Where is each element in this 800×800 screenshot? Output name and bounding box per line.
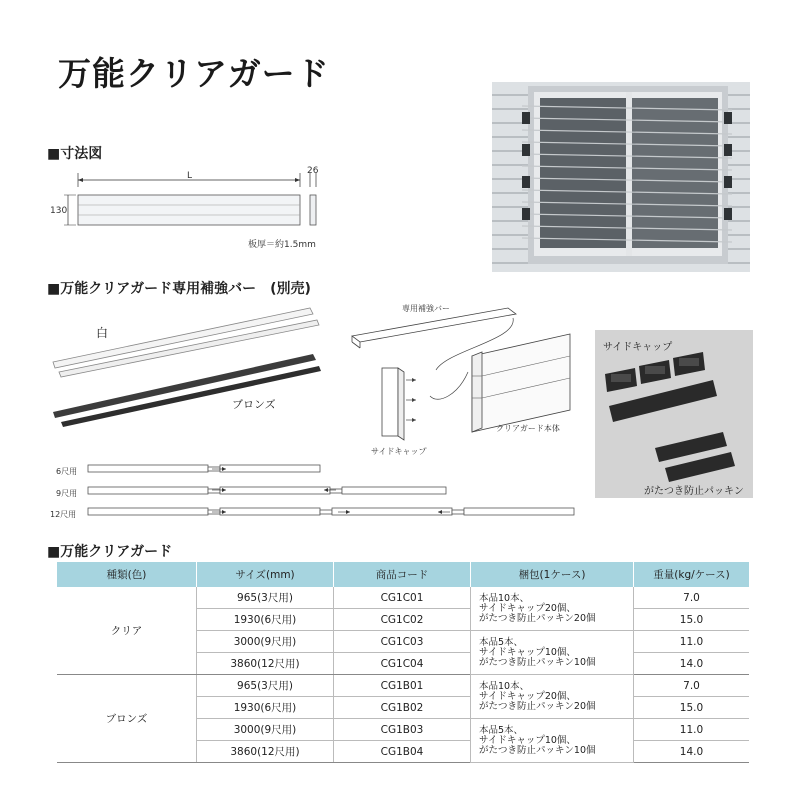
col-header-type: 種類(色) [57,562,197,587]
parts-photo [595,330,753,498]
weight-cell: 7.0 [634,587,750,609]
weight-cell: 14.0 [634,653,750,675]
code-cell: CG1B03 [334,719,471,741]
weight-cell: 15.0 [634,697,750,719]
code-cell: CG1C01 [334,587,471,609]
col-header-weight: 重量(kg/ケース) [634,562,750,587]
dim-label-26: 26 [307,166,319,176]
packing-cell: 本品5本、 サイドキャップ10個、 がたつき防止パッキン10個 [471,631,634,675]
spec-table [57,562,749,763]
col-header-packing: 梱包(1ケース) [471,562,634,587]
code-cell: CG1B04 [334,741,471,763]
parts-packing-label: がたつき防止パッキン [644,486,744,497]
dimension-heading: ■寸法図 [47,146,103,162]
table-row [57,675,749,697]
assembly-body-label: クリアガード本体 [496,424,560,433]
code-cell: CG1C03 [334,631,471,653]
bar-length-diagram [86,462,586,522]
weight-cell: 11.0 [634,631,750,653]
thickness-label: 板厚＝約1.5mm [248,240,316,250]
code-cell: CG1C02 [334,609,471,631]
packing-cell: 本品10本、 サイドキャップ20個、 がたつき防止パッキン20個 [471,587,634,631]
weight-cell: 15.0 [634,609,750,631]
size-cell: 1930(6尺用) [197,609,334,631]
dim-label-l: L [187,171,193,181]
page-title: 万能クリアガード [58,54,330,93]
size-cell: 965(3尺用) [197,675,334,697]
code-cell: CG1B01 [334,675,471,697]
type-cell: ブロンズ [57,675,197,763]
reinforcement-heading: ■万能クリアガード専用補強バー (別売) [47,281,311,297]
size-cell: 965(3尺用) [197,587,334,609]
weight-cell: 14.0 [634,741,750,763]
size-cell: 3860(12尺用) [197,653,334,675]
size-cell: 3000(9尺用) [197,719,334,741]
assembly-diagram [348,300,576,460]
table-header-row [57,562,749,587]
bronze-bar-label: ブロンズ [232,398,276,411]
bar-row-label-6: 6尺用 [56,467,78,476]
code-cell: CG1C04 [334,653,471,675]
table-row [57,587,749,609]
assembly-bar-label: 専用補強バー [402,304,450,313]
reinforcement-bars-drawing [45,300,330,430]
col-header-code: 商品コード [334,562,471,587]
parts-sidecap-label: サイドキャップ [603,342,673,353]
code-cell: CG1B02 [334,697,471,719]
size-cell: 3000(9尺用) [197,631,334,653]
weight-cell: 7.0 [634,675,750,697]
assembly-sidecap-label: サイドキャップ [371,447,427,456]
dim-label-130: 130 [50,206,68,216]
packing-cell: 本品5本、 サイドキャップ10個、 がたつき防止パッキン10個 [471,719,634,763]
table-heading: ■万能クリアガード [47,544,173,560]
white-bar-label: 白 [96,326,109,340]
size-cell: 1930(6尺用) [197,697,334,719]
bar-row-label-12: 12尺用 [50,510,77,519]
type-cell: クリア [57,587,197,675]
weight-cell: 11.0 [634,719,750,741]
bar-row-label-9: 9尺用 [56,489,78,498]
size-cell: 3860(12尺用) [197,741,334,763]
window-photo [492,82,750,272]
packing-cell: 本品10本、 サイドキャップ20個、 がたつき防止パッキン20個 [471,675,634,719]
col-header-size: サイズ(mm) [197,562,334,587]
